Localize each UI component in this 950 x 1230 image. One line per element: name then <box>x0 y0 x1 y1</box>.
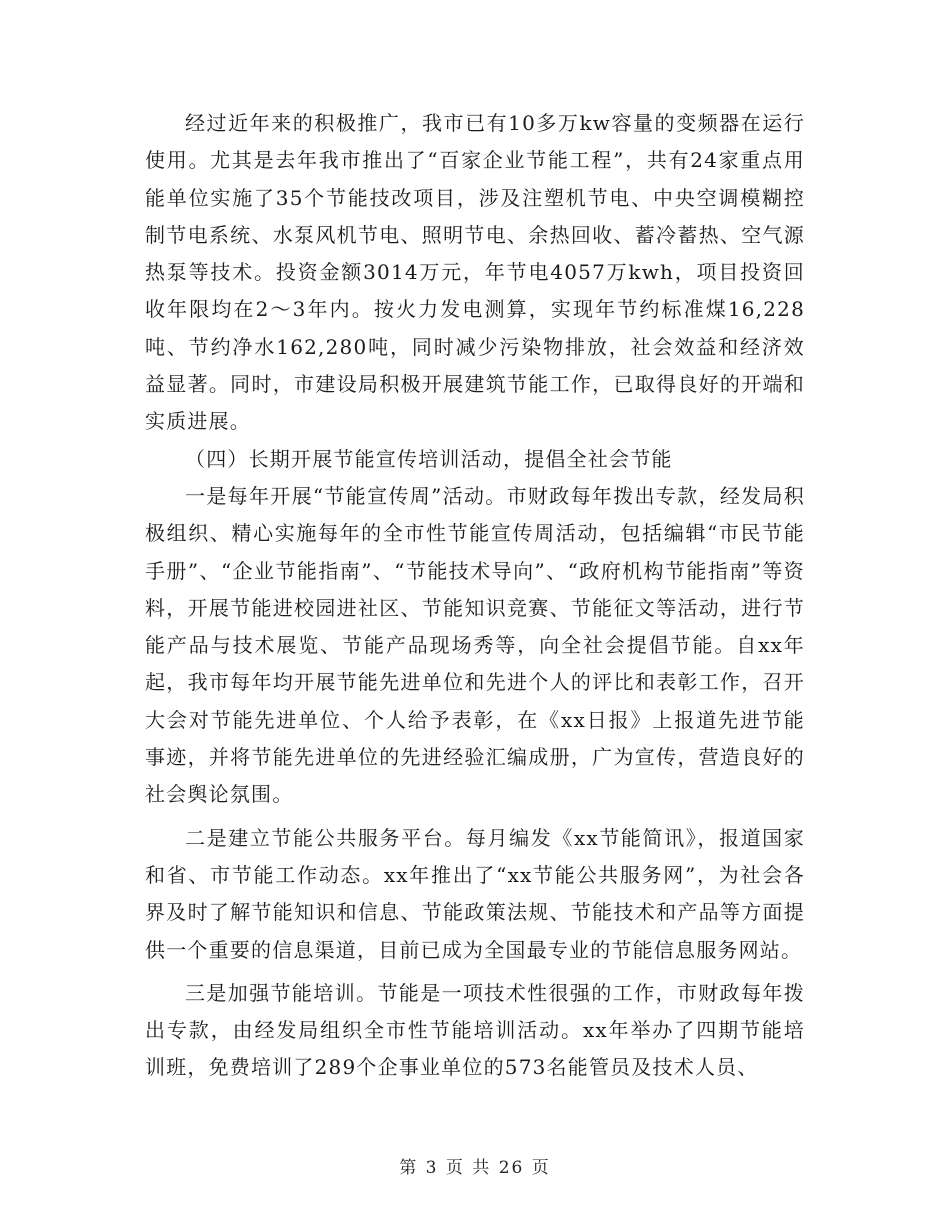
paragraph-energy-saving-results: 经过近年来的积极推广，我市已有10多万kw容量的变频器在运行使用。尤其是去年我市推出了“百家企业节能工程”，共有24家重点用能单位实施了35个节能技改项目，涉及注塑机节电、中央空调模糊控制节电系统、水泵风机节电、照明节电、余热回收、蓄冷蓄热、空气源热泵等技术。投资金额3014万元，年节电4057万kwh，项目投资回收年限均在2～3年内。按火力发电测算，实现年节约标准煤16,228吨、节约净水162,280吨，同时减少污染物排放，社会效益和经济效益显著。同时，市建设局积极开展建筑节能工作，已取得良好的开端和实质进展。 <box>145 111 805 434</box>
document-body <box>145 105 805 1087</box>
paragraph-service-platform: 二是建立节能公共服务平台。每月编发《xx节能简讯》，报道国家和省、市节能工作动态。xx年推出了“xx节能公共服务网”，为社会各界及时了解节能知识和信息、节能政策法规、节能技术和产品等方面提供一个重要的信息渠道，目前已成为全国最专业的节能信息服务网站。 <box>145 825 805 962</box>
section-heading-4: （四）长期开展节能宣传培训活动，提倡全社会节能 <box>185 446 673 471</box>
page-number-footer: 第 3 页 共 26 页 <box>399 1158 551 1178</box>
paragraph-training: 三是加强节能培训。节能是一项技术性很强的工作，市财政每年拨出专款，由经发局组织全市性节能培训活动。xx年举办了四期节能培训班，免费培训了289个企事业单位的573名能管员及技术人员、 <box>145 980 805 1080</box>
paragraph-promotion-week: 一是每年开展“节能宣传周”活动。市财政每年拨出专款，经发局积极组织、精心实施每年的全市性节能宣传周活动，包括编辑“市民节能手册”、“企业节能指南”、“节能技术导向”、“政府机构节能指南”等资料，开展节能进校园进社区、节能知识竞赛、节能征文等活动，进行节能产品与技术展览、节能产品现场秀等，向全社会提倡节能。自xx年起，我市每年均开展节能先进单位和先进个人的评比和表彰工作，召开大会对节能先进单位、个人给予表彰，在《xx日报》上报道先进节能事迹，并将节能先进单位的先进经验汇编成册，广为宣传，营造良好的社会舆论氛围。 <box>145 483 805 807</box>
